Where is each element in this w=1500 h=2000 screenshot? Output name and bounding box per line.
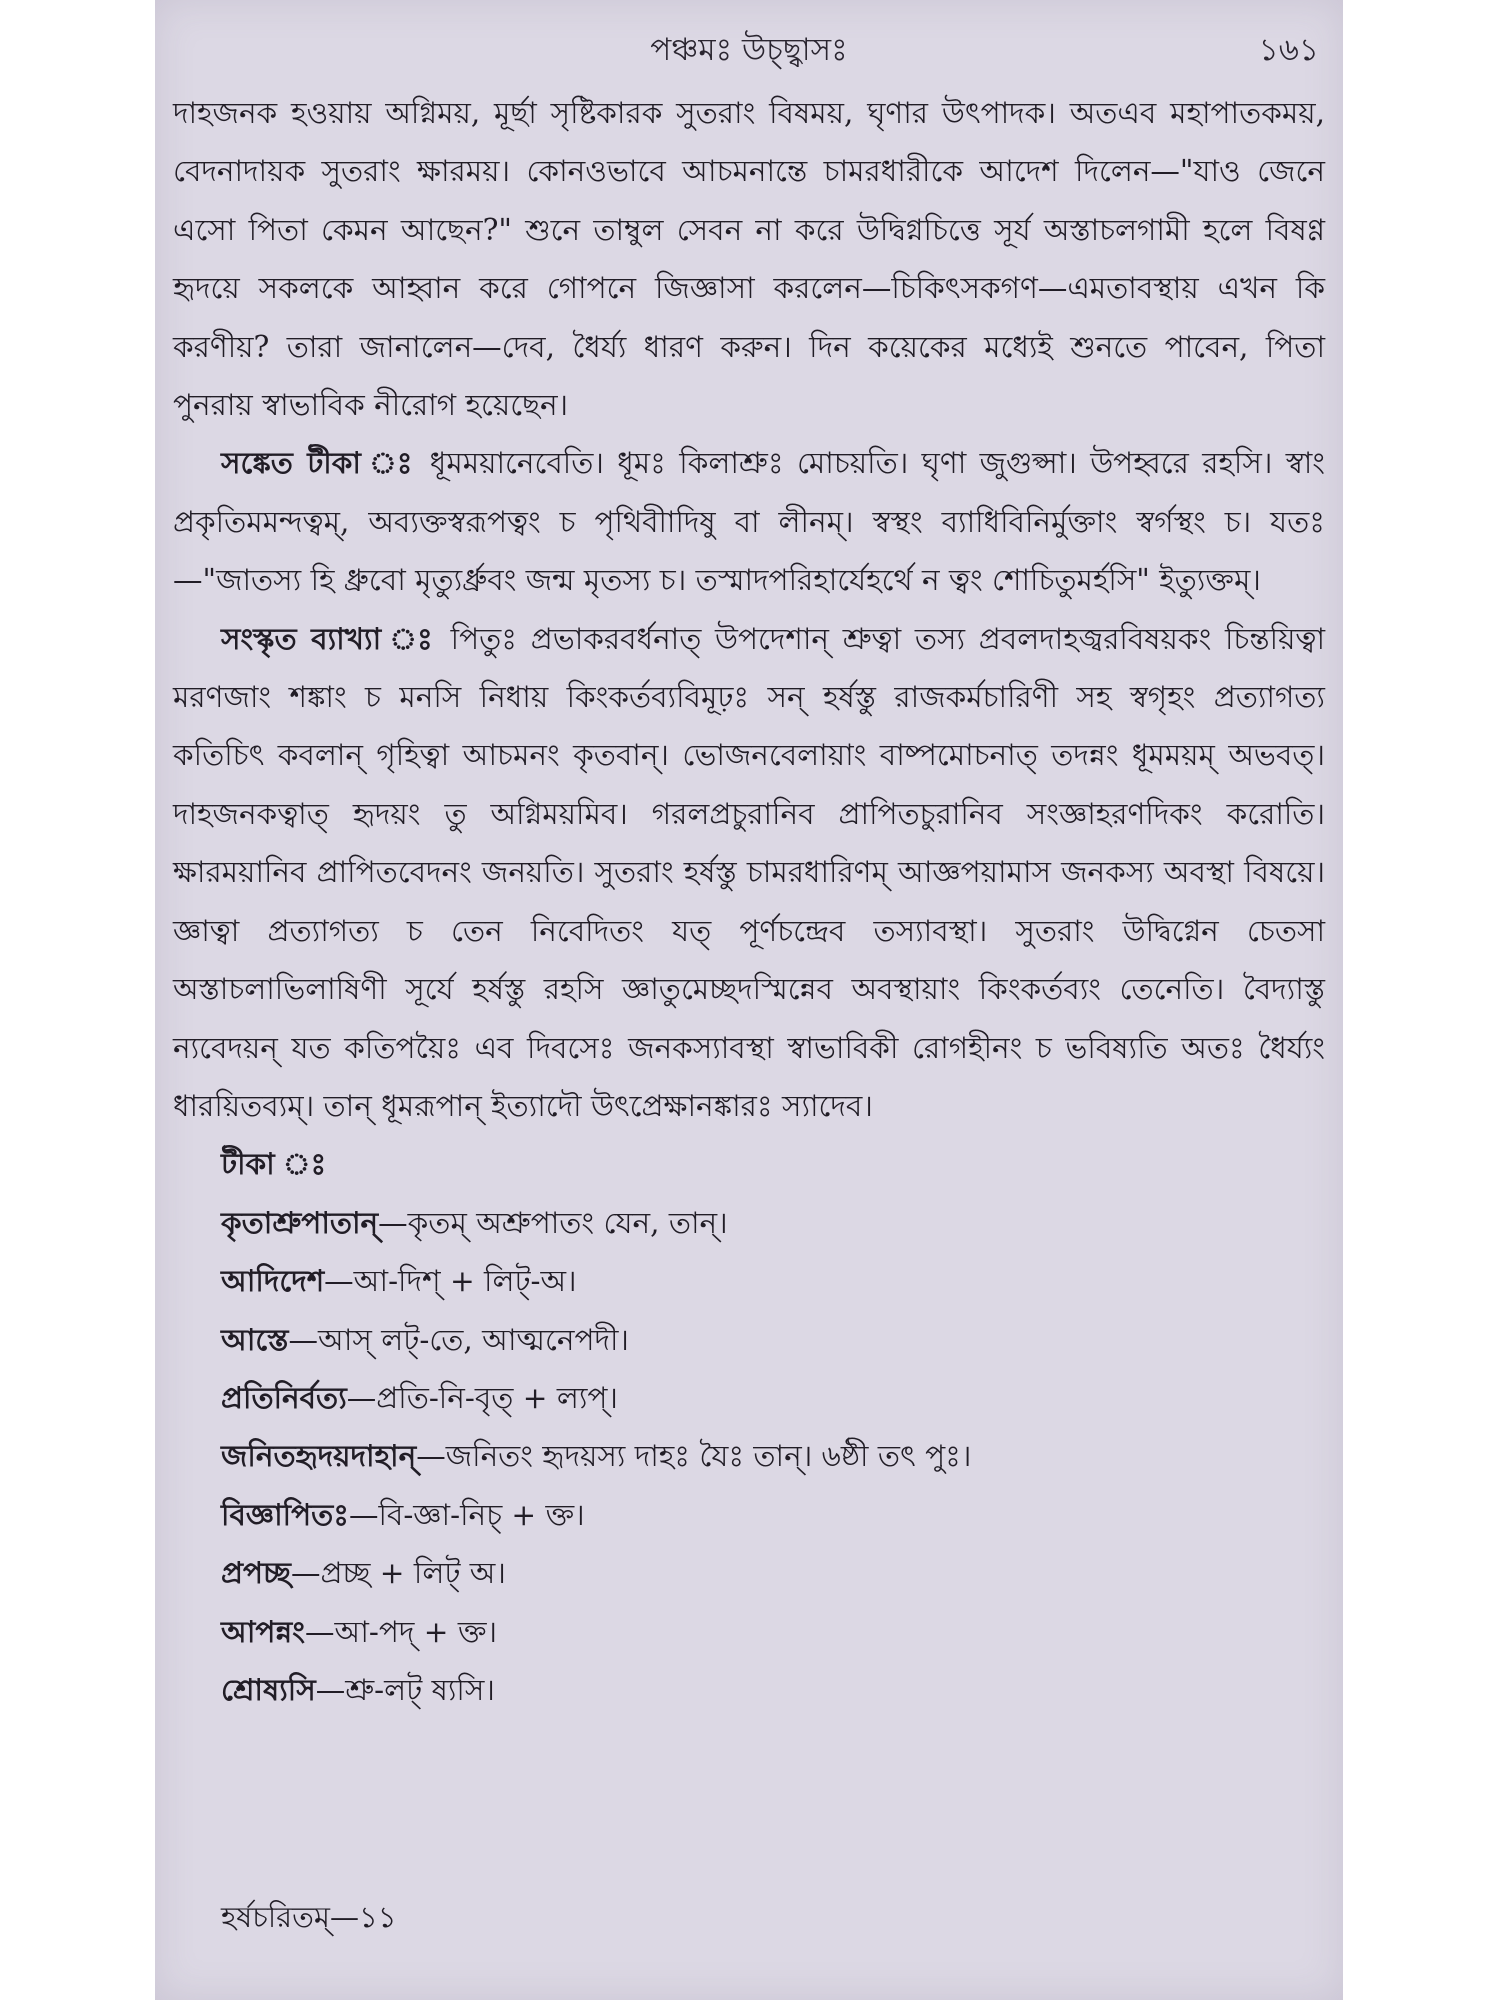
glossary-item [173,1603,1325,1661]
page-footer: হর্ষচরিতম্—১১ [221,1900,397,1934]
paragraph-text: ধূমময়ানেবেতি। ধূমঃ কিলাশ্রুঃ মোচয়তি। ঘৃণা জুগুপ্সা। উপহ্বরে রহসি। স্বাং প্রকৃতিমমন্দত্বম্, অব্যক্তস্বরূপত্বং চ পৃথিবীাদিষু বা লীনম্। স্বস্থং ব্যাধিবিনির্মুক্তাং স্বর্গস্থং চ। যতঃ—"জাতস্য হি ধ্রুবো মৃত্যুর্ধ্রুবং জন্ম মৃতস্য চ। তস্মাদপরিহার্যেহর্থে ন ত্বং শোচিতুমর্হসি" ইত্যুক্তম্। [173,446,1325,598]
glossary-term: আদিদেশ [221,1263,325,1299]
glossary-definition: —আস্ লট্-তে, আত্মনেপদী। [288,1322,629,1357]
glossary-term: বিজ্ঞাপিতঃ [221,1496,349,1532]
glossary-definition: —প্রতি-নি-বৃত্ + ল্যপ্। [346,1380,618,1415]
page-number: ১৬১ [1258,32,1319,68]
glossary-definition: —আ-দিশ্ + লিট্-অ। [324,1264,577,1299]
paragraph-sanskrit-explanation [173,610,1325,1136]
glossary-term: আস্তে [221,1321,289,1357]
glossary-term: প্রপচ্ছ [221,1555,291,1591]
page-body [173,84,1325,1719]
glossary-item [173,1486,1325,1544]
glossary-term: জনিতহৃদয়দাহান্ [221,1438,417,1474]
book-page [155,0,1343,2000]
section-label: সংস্কৃত ব্যাখ্যা ঃ [221,620,437,656]
glossary-item [173,1194,1325,1252]
glossary-term: কৃতাশ্রুপাতান্ [221,1204,379,1240]
glossary-definition: —বি-জ্ঞা-নিচ্ + ক্ত। [348,1497,585,1532]
paragraph-sanket-tika [173,434,1325,609]
section-label: সঙ্কেত টীকা ঃ [221,445,417,481]
glossary-item [173,1369,1325,1427]
glossary-definition: —আ-পদ্ + ক্ত। [304,1614,498,1649]
glossary-term: প্রতিনির্বত্য [221,1379,347,1415]
glossary-item [173,1661,1325,1719]
chapter-title: পঞ্চমঃ উচ্ছ্বাসঃ [650,32,848,68]
glossary-item [173,1544,1325,1602]
glossary-definition: —প্রচ্ছ + লিট্ অ। [290,1556,506,1591]
glossary-item [173,1427,1325,1485]
glossary-definition: —জনিতং হৃদয়স্য দাহঃ যৈঃ তান্। ৬ষ্ঠী তৎ পুঃ। [416,1439,972,1474]
glossary-definition: —কৃতম্ অশ্রুপাতং যেন, তান্। [378,1205,728,1240]
page-header [155,26,1343,70]
glossary-item [173,1252,1325,1310]
glossary-heading: টীকা ঃ [221,1146,327,1182]
glossary-term: শ্রোষ্যসি [221,1671,316,1707]
glossary-definition: —শ্রু-লট্ ষ্যসি। [315,1672,495,1707]
paragraph-translation: দাহজনক হওয়ায় অগ্নিময়, মূর্ছা সৃষ্টিকারক সুতরাং বিষময়, ঘৃণার উৎপাদক। অতএব মহাপাতকময়, বেদনাদায়ক সুতরাং ক্ষারময়। কোনওভাবে আচমনান্তে চামরধারীকে আদেশ দিলেন—"যাও জেনে এসো পিতা কেমন আছেন?" শুনে তাম্বুল সেবন না করে উদ্বিগ্নচিত্তে সূর্য অস্তাচলগামী হলে বিষণ্ণ হৃদয়ে সকলকে আহ্বান করে গোপনে জিজ্ঞাসা করলেন—চিকিৎসকগণ—এমতাবস্থায় এখন কি করণীয়? তারা জানালেন—দেব, ধৈর্য্য ধারণ করুন। দিন কয়েকের মধ্যেই শুনতে পাবেন, পিতা পুনরায় স্বাভাবিক নীরোগ হয়েছেন। [173,96,1325,423]
paragraph-text: পিতুঃ প্রভাকরবর্ধনাত্ উপদেশান্ শ্রুত্বা তস্য প্রবলদাহজ্বরবিষয়কং চিন্তয়িত্বা মরণজাং শঙ্কাং চ মনসি নিধায় কিংকর্তব্যবিমূঢ়ঃ সন্ হর্ষস্তু রাজকর্মচারিণী সহ স্বগৃহং প্রত্যাগত্য কতিচিৎ কবলান্ গৃহিত্বা আচমনং কৃতবান্। ভোজনবেলায়াং বাষ্পমোচনাত্ তদন্নং ধূমময়ম্ অভবত্। দাহজনকত্বাত্ হৃদয়ং তু অগ্নিময়মিব। গরলপ্রচুরানিব প্রাপিতচুরানিব সংজ্ঞাহরণদিকং করোতি। ক্ষারময়ানিব প্রাপিতবেদনং জনয়তি। সুতরাং হর্ষস্তু চামরধারিণম্ আজ্ঞপয়ামাস জনকস্য অবস্থা বিষয়ে। জ্ঞাত্বা প্রত্যাগত্য চ তেন নিবেদিতং যত্ পূর্ণচন্দ্রেব তস্যাবস্থা। সুতরাং উদ্বিগ্নেন চেতসা অস্তাচলাভিলাষিণী সূর্যে হর্ষস্তু রহসি জ্ঞাতুমেচ্ছদস্মিন্নেব অবস্থায়াং কিংকর্তব্যং তেনেতি। বৈদ্যাস্তু ন্যবেদয়ন্ যত কতিপয়ৈঃ এব দিবসেঃ জনকস্যাবস্থা স্বাভাবিকী রোগহীনং চ ভবিষ্যতি অতঃ ধৈর্য্যং ধারয়িতব্যম্। তান্ ধূমরূপান্ ইত্যাদৌ উৎপ্রেক্ষানঙ্কারঃ স্যাদেব। [173,621,1325,1123]
glossary-item [173,1311,1325,1369]
glossary-term: আপন্নং [221,1613,305,1649]
